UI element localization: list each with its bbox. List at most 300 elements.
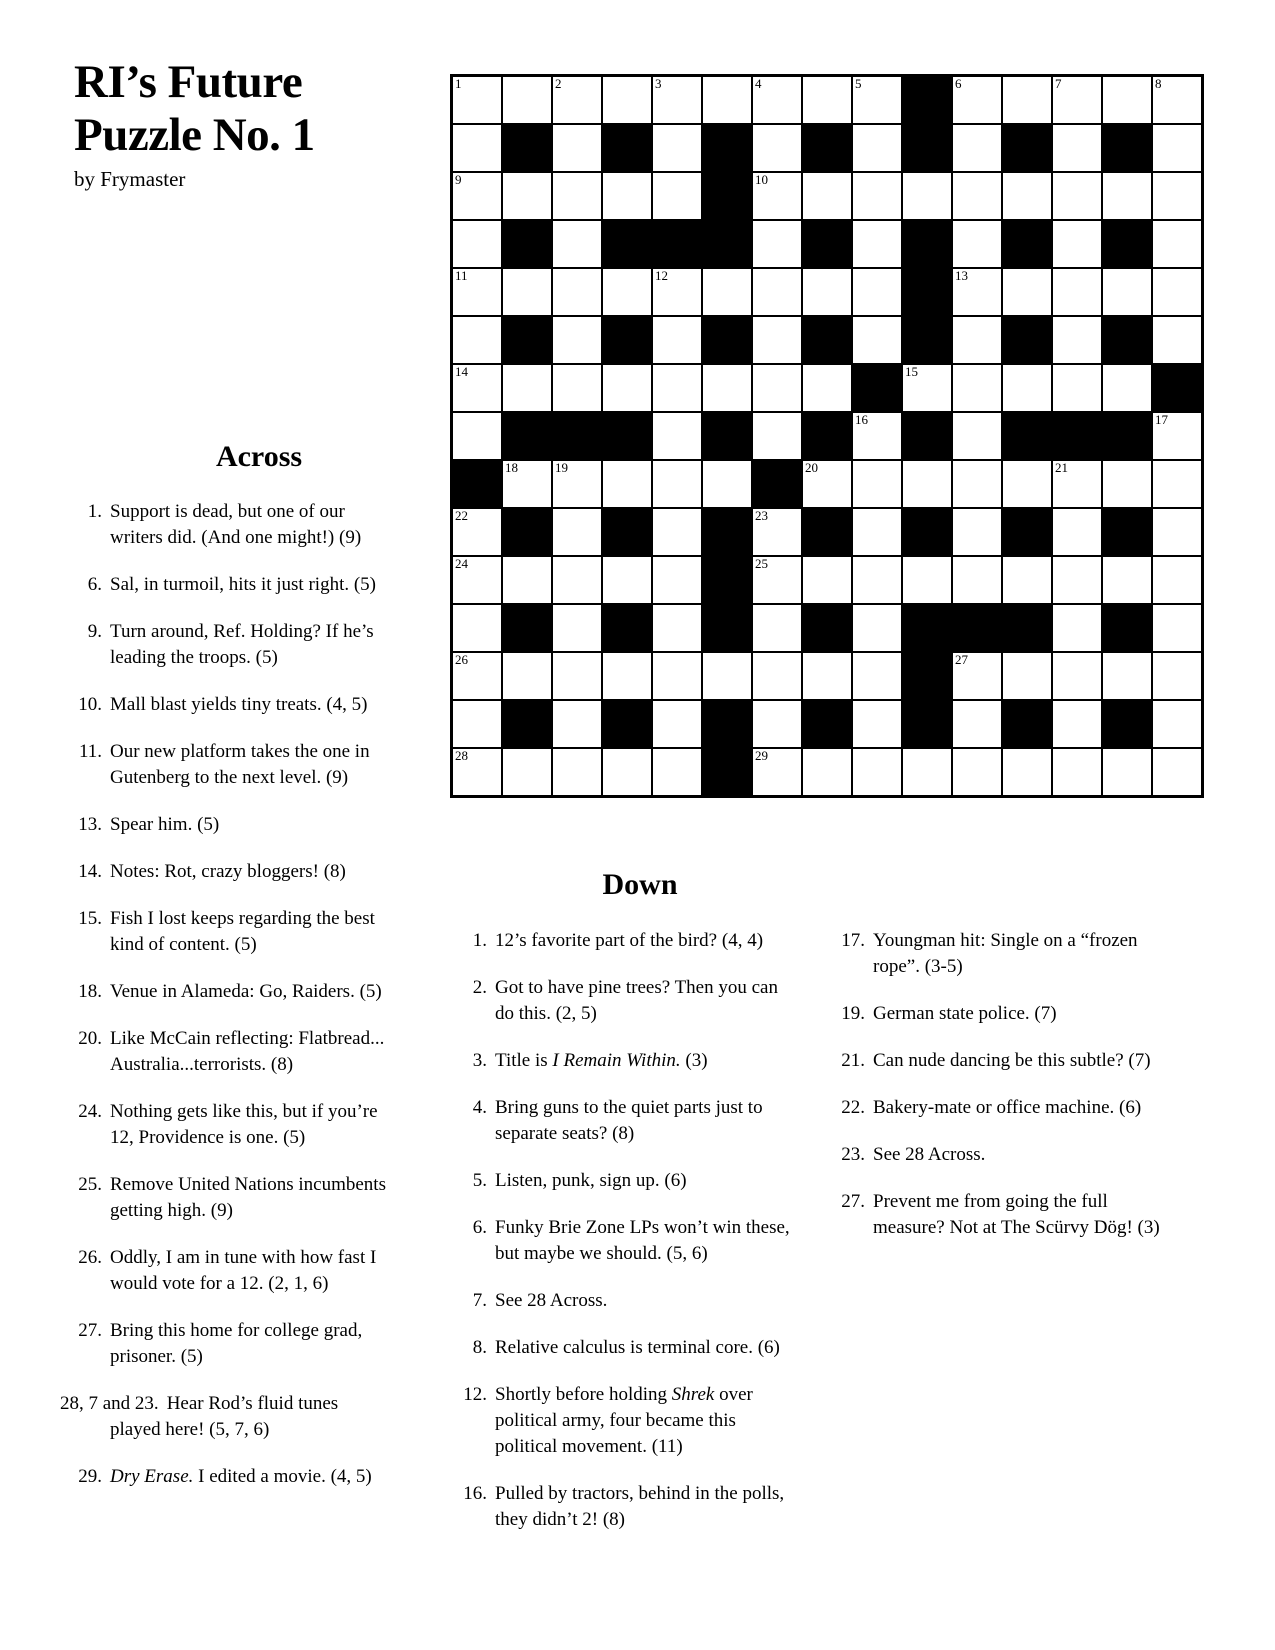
grid-cell [902, 556, 952, 604]
clue-text: kind of content. (5) [110, 934, 257, 955]
clue-text: leading the troops. (5) [110, 647, 278, 668]
grid-cell [1002, 556, 1052, 604]
cell-number: 26 [455, 652, 468, 667]
down-clues-column-1 [420, 928, 820, 1554]
grid-cell [902, 172, 952, 220]
grid-black-cell [602, 412, 652, 460]
cell-number: 8 [1155, 76, 1162, 91]
grid-black-cell [702, 604, 752, 652]
grid-cell [502, 556, 552, 604]
grid-cell [952, 364, 1002, 412]
grid-cell [1052, 604, 1102, 652]
clue [60, 499, 430, 551]
clue-number: 27. [78, 1320, 102, 1341]
clue-text: played here! (5, 7, 6) [110, 1419, 270, 1440]
grid-cell [452, 268, 502, 316]
grid-cell [902, 748, 952, 796]
grid-cell [452, 172, 502, 220]
grid-black-cell [802, 700, 852, 748]
clue-text: do this. (2, 5) [495, 1003, 597, 1024]
grid-black-cell [1102, 220, 1152, 268]
grid-cell [652, 124, 702, 172]
clue [803, 1095, 1183, 1121]
grid-cell [452, 220, 502, 268]
grid-cell [502, 364, 552, 412]
grid-black-cell [1052, 412, 1102, 460]
clue-text: Hear Rod’s fluid tunes [166, 1393, 339, 1414]
clue-text: Dry Erase. [110, 1466, 194, 1487]
clue [420, 928, 820, 954]
clue [803, 1001, 1183, 1027]
grid-cell [602, 460, 652, 508]
grid-cell [1052, 652, 1102, 700]
clue-text: Venue in Alameda: Go, Raiders. (5) [110, 981, 382, 1002]
grid-cell [1152, 172, 1202, 220]
grid-cell [902, 460, 952, 508]
grid-cell [702, 268, 752, 316]
grid-cell [502, 652, 552, 700]
cell-number: 14 [455, 364, 468, 379]
cell-number: 18 [505, 460, 518, 475]
grid-black-cell [702, 172, 752, 220]
cell-number: 28 [455, 748, 468, 763]
grid-black-cell [552, 412, 602, 460]
grid-black-cell [702, 220, 752, 268]
clue-text: prisoner. (5) [110, 1346, 203, 1367]
clue-number: 29. [78, 1466, 102, 1487]
byline: by Frymaster [74, 167, 186, 191]
grid-cell [1052, 76, 1102, 124]
grid-cell [502, 172, 552, 220]
grid-cell [1102, 460, 1152, 508]
grid-black-cell [902, 76, 952, 124]
grid-cell [1152, 124, 1202, 172]
grid-cell [552, 556, 602, 604]
clue-text: over [714, 1384, 753, 1405]
grid-cell [552, 604, 602, 652]
grid-cell [552, 460, 602, 508]
grid-black-cell [702, 556, 752, 604]
clue-text: would vote for a 12. (2, 1, 6) [110, 1273, 329, 1294]
grid-cell [1152, 556, 1202, 604]
grid-cell [752, 364, 802, 412]
grid-black-cell [802, 604, 852, 652]
grid-cell [602, 172, 652, 220]
grid-cell [852, 220, 902, 268]
clue-text: Funky Brie Zone LPs won’t win these, [495, 1217, 790, 1238]
grid-cell [852, 412, 902, 460]
clue-text: getting high. (9) [110, 1200, 233, 1221]
grid-cell [552, 364, 602, 412]
clue [60, 1391, 430, 1443]
grid-cell [552, 700, 602, 748]
clue-text: 12, Providence is one. (5) [110, 1127, 306, 1148]
grid-cell [752, 268, 802, 316]
grid-black-cell [602, 316, 652, 364]
grid-cell [1152, 76, 1202, 124]
grid-cell [552, 220, 602, 268]
grid-cell [752, 76, 802, 124]
grid-cell [1052, 364, 1102, 412]
grid-cell [952, 460, 1002, 508]
grid-cell [1152, 268, 1202, 316]
clue-text: Gutenberg to the next level. (9) [110, 767, 349, 788]
clue-text: Spear him. (5) [110, 814, 220, 835]
grid-cell [1002, 172, 1052, 220]
grid-cell [952, 124, 1002, 172]
clue-text: See 28 Across. [873, 1144, 986, 1165]
clue-text: political army, four became this [495, 1410, 736, 1431]
clue-number: 26. [78, 1247, 102, 1268]
grid-cell [1052, 172, 1102, 220]
cell-number: 10 [755, 172, 768, 187]
clue-number: 7. [472, 1290, 487, 1311]
grid-black-cell [802, 220, 852, 268]
grid-cell [1052, 220, 1102, 268]
grid-black-cell [1102, 700, 1152, 748]
grid-cell [1102, 364, 1152, 412]
grid-black-cell [902, 316, 952, 364]
clue [60, 859, 430, 885]
clue-text: German state police. (7) [873, 1003, 1057, 1024]
grid-cell [1002, 748, 1052, 796]
grid-black-cell [652, 220, 702, 268]
grid-cell [452, 412, 502, 460]
grid-cell [752, 604, 802, 652]
cell-number: 9 [455, 172, 462, 187]
grid-cell [852, 268, 902, 316]
clue-text: Notes: Rot, crazy bloggers! (8) [110, 861, 346, 882]
clue-number: 16. [463, 1483, 487, 1504]
grid-black-cell [802, 316, 852, 364]
clue-text: Listen, punk, sign up. (6) [495, 1170, 687, 1191]
grid-cell [802, 652, 852, 700]
grid-cell [502, 268, 552, 316]
clue [420, 1168, 820, 1194]
grid-cell [952, 412, 1002, 460]
grid-cell [1052, 508, 1102, 556]
grid-cell [1052, 124, 1102, 172]
clue-number: 17. [841, 930, 865, 951]
grid-cell [1102, 748, 1152, 796]
grid-cell [452, 124, 502, 172]
grid-cell [1052, 700, 1102, 748]
grid-cell [952, 220, 1002, 268]
grid-black-cell [452, 460, 502, 508]
grid-black-cell [902, 508, 952, 556]
clue-text: Bring guns to the quiet parts just to [495, 1097, 763, 1118]
grid-black-cell [602, 124, 652, 172]
grid-black-cell [902, 220, 952, 268]
grid-cell [652, 172, 702, 220]
clue-text: Australia...terrorists. (8) [110, 1054, 294, 1075]
clue-text: they didn’t 2! (8) [495, 1509, 625, 1530]
cell-number: 5 [855, 76, 862, 91]
clue [803, 1142, 1183, 1168]
grid-cell [1052, 460, 1102, 508]
grid-cell [952, 316, 1002, 364]
grid-cell [652, 76, 702, 124]
grid-cell [452, 316, 502, 364]
clue-number: 3. [472, 1050, 487, 1071]
grid-black-cell [502, 316, 552, 364]
grid-cell [802, 76, 852, 124]
grid-cell [1152, 700, 1202, 748]
grid-cell [452, 556, 502, 604]
grid-black-cell [902, 124, 952, 172]
grid-black-cell [1002, 316, 1052, 364]
grid-cell [1052, 268, 1102, 316]
grid-black-cell [902, 604, 952, 652]
grid-cell [452, 604, 502, 652]
grid-black-cell [752, 460, 802, 508]
grid-cell [952, 556, 1002, 604]
clue [420, 1382, 820, 1460]
clue-number: 10. [78, 694, 102, 715]
clue-text: Shortly before holding [495, 1384, 672, 1405]
grid-cell [552, 268, 602, 316]
grid-black-cell [502, 412, 552, 460]
clue-text: Turn around, Ref. Holding? If he’s [110, 621, 374, 642]
clue-text: Sal, in turmoil, hits it just right. (5) [110, 574, 376, 595]
cell-number: 13 [955, 268, 968, 283]
grid-black-cell [1002, 412, 1052, 460]
grid-cell [552, 124, 602, 172]
grid-cell [1002, 460, 1052, 508]
grid-black-cell [502, 124, 552, 172]
grid-cell [652, 508, 702, 556]
grid-black-cell [702, 748, 752, 796]
grid-cell [552, 508, 602, 556]
clue-number: 6. [87, 574, 102, 595]
grid-cell [952, 172, 1002, 220]
clue-text: but maybe we should. (5, 6) [495, 1243, 708, 1264]
clue-number: 6. [472, 1217, 487, 1238]
clue-text: Title is [495, 1050, 553, 1071]
clue [60, 906, 430, 958]
grid-cell [652, 412, 702, 460]
clue-number: 24. [78, 1101, 102, 1122]
grid-cell [852, 460, 902, 508]
grid-black-cell [1002, 604, 1052, 652]
grid-black-cell [1102, 412, 1152, 460]
cell-number: 27 [955, 652, 968, 667]
grid-cell [1052, 748, 1102, 796]
grid-cell [452, 508, 502, 556]
clue-number: 20. [78, 1028, 102, 1049]
grid-cell [652, 460, 702, 508]
clue-number: 5. [472, 1170, 487, 1191]
puzzle-title-line1: RI’s Future [74, 56, 303, 108]
grid-black-cell [602, 508, 652, 556]
clue [60, 572, 430, 598]
grid-black-cell [702, 412, 752, 460]
clue [60, 1026, 430, 1078]
grid-cell [752, 700, 802, 748]
clue-number: 9. [87, 621, 102, 642]
clue [420, 1288, 820, 1314]
grid-black-cell [1002, 220, 1052, 268]
clue-text: 12’s favorite part of the bird? (4, 4) [495, 930, 764, 951]
clue [60, 1464, 430, 1490]
grid-cell [852, 556, 902, 604]
clue [60, 1318, 430, 1370]
grid-black-cell [502, 220, 552, 268]
grid-cell [752, 748, 802, 796]
clue-text: rope”. (3-5) [873, 956, 963, 977]
clue-number: 11. [78, 741, 102, 762]
grid-black-cell [602, 220, 652, 268]
grid-black-cell [952, 604, 1002, 652]
grid-black-cell [902, 652, 952, 700]
grid-cell [1152, 460, 1202, 508]
grid-cell [452, 76, 502, 124]
clue-number: 8. [472, 1337, 487, 1358]
grid-cell [1002, 268, 1052, 316]
crossword-grid [450, 74, 1204, 798]
grid-cell [952, 508, 1002, 556]
grid-cell [952, 652, 1002, 700]
clue [420, 1335, 820, 1361]
grid-cell [452, 748, 502, 796]
grid-cell [752, 172, 802, 220]
grid-cell [802, 556, 852, 604]
grid-black-cell [1102, 124, 1152, 172]
grid-cell [1052, 556, 1102, 604]
grid-cell [702, 652, 752, 700]
puzzle-title-line2: Puzzle No. 1 [74, 109, 315, 161]
clue [420, 1481, 820, 1533]
clue-text: Bakery-mate or office machine. (6) [873, 1097, 1142, 1118]
grid-cell [702, 364, 752, 412]
cell-number: 19 [555, 460, 568, 475]
grid-cell [652, 700, 702, 748]
clue-text: Pulled by tractors, behind in the polls, [495, 1483, 785, 1504]
grid-cell [802, 268, 852, 316]
grid-black-cell [702, 316, 752, 364]
grid-cell [452, 652, 502, 700]
clue-number: 25. [78, 1174, 102, 1195]
clue-text: Got to have pine trees? Then you can [495, 977, 778, 998]
grid-cell [602, 268, 652, 316]
clue-number: 12. [463, 1384, 487, 1405]
cell-number: 29 [755, 748, 768, 763]
cell-number: 21 [1055, 460, 1068, 475]
clue-number: 2. [472, 977, 487, 998]
clue-text: separate seats? (8) [495, 1123, 635, 1144]
grid-cell [552, 748, 602, 796]
clue-text: political movement. (11) [495, 1436, 683, 1457]
grid-cell [1002, 364, 1052, 412]
grid-black-cell [902, 268, 952, 316]
grid-cell [752, 316, 802, 364]
grid-cell [602, 652, 652, 700]
clue-number: 4. [472, 1097, 487, 1118]
clue [420, 1048, 820, 1074]
grid-black-cell [602, 700, 652, 748]
grid-cell [1052, 316, 1102, 364]
cell-number: 22 [455, 508, 468, 523]
grid-cell [952, 748, 1002, 796]
grid-cell [1152, 412, 1202, 460]
grid-cell [852, 604, 902, 652]
clue [60, 739, 430, 791]
clue-text: Oddly, I am in tune with how fast I [110, 1247, 377, 1268]
cell-number: 1 [455, 76, 462, 91]
grid-cell [752, 220, 802, 268]
clue-text: Relative calculus is terminal core. (6) [495, 1337, 780, 1358]
clue-number: 19. [841, 1003, 865, 1024]
clue [60, 1099, 430, 1151]
grid-cell [502, 76, 552, 124]
clue-number: 15. [78, 908, 102, 929]
grid-cell [752, 412, 802, 460]
grid-cell [502, 748, 552, 796]
grid-cell [852, 748, 902, 796]
down-heading: Down [602, 868, 678, 901]
grid-cell [1152, 508, 1202, 556]
grid-cell [852, 124, 902, 172]
grid-cell [652, 268, 702, 316]
grid-black-cell [1102, 508, 1152, 556]
grid-black-cell [702, 124, 752, 172]
grid-black-cell [902, 700, 952, 748]
across-section [60, 440, 430, 1511]
clue-text: Our new platform takes the one in [110, 741, 370, 762]
grid-black-cell [702, 700, 752, 748]
grid-cell [1102, 76, 1152, 124]
grid-cell [552, 652, 602, 700]
grid-black-cell [502, 604, 552, 652]
grid-cell [1152, 604, 1202, 652]
clue-text: Remove United Nations incumbents [110, 1174, 386, 1195]
clue-text: Prevent me from going the full [873, 1191, 1108, 1212]
grid-cell [1102, 268, 1152, 316]
clue-text: Can nude dancing be this subtle? (7) [873, 1050, 1151, 1071]
clue [60, 1172, 430, 1224]
cell-number: 6 [955, 76, 962, 91]
clue-number: 28, 7 and 23. [60, 1393, 159, 1414]
cell-number: 24 [455, 556, 468, 571]
grid-black-cell [802, 412, 852, 460]
grid-cell [952, 268, 1002, 316]
grid-cell [1102, 172, 1152, 220]
grid-black-cell [852, 364, 902, 412]
grid-cell [1002, 652, 1052, 700]
down-clues-column-2 [803, 928, 1183, 1262]
grid-black-cell [1102, 316, 1152, 364]
grid-cell [1152, 652, 1202, 700]
clue-text: Support is dead, but one of our [110, 501, 345, 522]
grid-cell [802, 172, 852, 220]
grid-cell [452, 364, 502, 412]
grid-cell [752, 652, 802, 700]
clue [420, 975, 820, 1027]
clue [803, 928, 1183, 980]
grid-black-cell [902, 412, 952, 460]
clue-text: Mall blast yields tiny treats. (4, 5) [110, 694, 368, 715]
clue-text: Fish I lost keeps regarding the best [110, 908, 375, 929]
clue-text: Nothing gets like this, but if you’re [110, 1101, 378, 1122]
cell-number: 12 [655, 268, 668, 283]
clue-text: measure? Not at The Scürvy Dög! (3) [873, 1217, 1160, 1238]
clue [420, 1095, 820, 1147]
clue [60, 1245, 430, 1297]
clue-text: writers did. (And one might!) (9) [110, 527, 362, 548]
grid-cell [852, 508, 902, 556]
grid-cell [652, 604, 702, 652]
grid-black-cell [1002, 508, 1052, 556]
